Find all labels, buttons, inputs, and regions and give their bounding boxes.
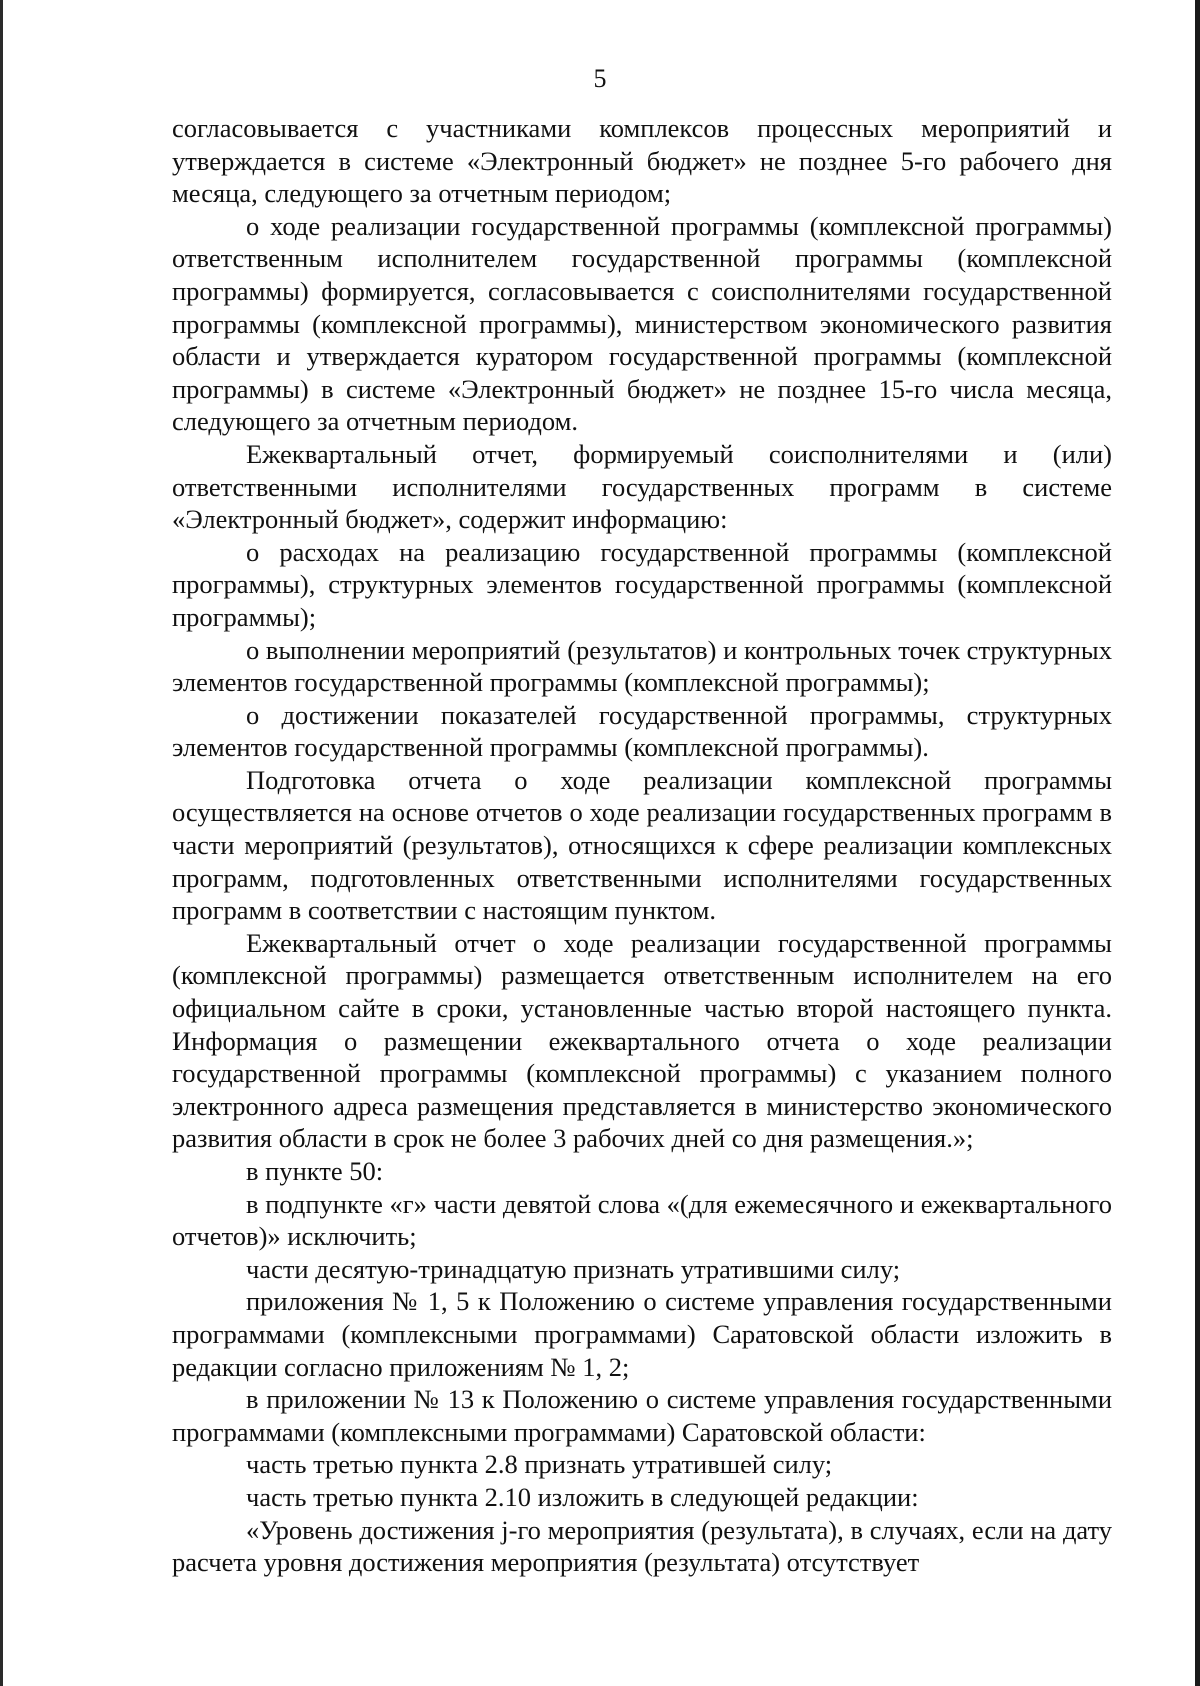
paragraph: о ходе реализации государственной программы (комплексной программы) ответственным исполнителем государственной программы (комплексной программы) формируется, согласовывается с соисполнителями государственной программы (комплексной программы), министерством экономического развития области и утверждается куратором государственной программы (комплексной программы) в системе «Электронный бюджет» не позднее 15-го числа месяца, следующего за отчетным периодом.: [172, 210, 1112, 437]
scan-edge-left: [0, 0, 3, 1686]
paragraph: о достижении показателей государственной программы, структурных элементов государственной программы (комплексной программы).: [172, 699, 1112, 763]
paragraph: Ежеквартальный отчет о ходе реализации государственной программы (комплексной программы) размещается ответственным исполнителем на его официальном сайте в сроки, установленные частью второй настоящего пункта. Информация о размещении ежеквартального отчета о ходе реализации государственной программы (комплексной программы) с указанием полного электронного адреса размещения представляется в министерство экономического развития области в срок не более 3 рабочих дней со дня размещения.»;: [172, 927, 1112, 1154]
page-number: 5: [593, 64, 607, 93]
paragraph: согласовывается с участниками комплексов процессных мероприятий и утверждается в системе «Электронный бюджет» не позднее 5-го рабочего дня месяца, следующего за отчетным периодом;: [172, 113, 1112, 209]
paragraph: «Уровень достижения j-го мероприятия (результата), в случаях, если на дату расчета уровня достижения мероприятия (результата) отсутствует: [172, 1514, 1112, 1578]
paragraph: Подготовка отчета о ходе реализации комплексной программы осуществляется на основе отчетов о ходе реализации государственных программ в части мероприятий (результатов), относящихся к сфере реализации комплексных программ, подготовленных ответственными исполнителями государственных программ в соответствии с настоящим пунктом.: [172, 764, 1112, 926]
paragraph: Ежеквартальный отчет, формируемый соисполнителями и (или) ответственными исполнителями государственных программ в системе «Электронный бюджет», содержит информацию:: [172, 438, 1112, 535]
document-body: [172, 112, 1112, 1579]
paragraph: в пункте 50:: [246, 1156, 384, 1186]
paragraph: о расходах на реализацию государственной программы (комплексной программы), структурных элементов государственной программы (комплексной программы);: [172, 536, 1112, 632]
scan-edge-right: [1195, 0, 1200, 1686]
paragraph: часть третью пункта 2.8 признать утратившей силу;: [246, 1449, 833, 1480]
paragraph: часть третью пункта 2.10 изложить в следующей редакции:: [246, 1481, 919, 1512]
paragraph: приложения № 1, 5 к Положению о системе управления государственными программами (комплексными программами) Саратовской области изложить в редакции согласно приложениям № 1, 2;: [172, 1286, 1112, 1382]
paragraph: в подпункте «г» части девятой слова «(для ежемесячного и ежеквартального отчетов)» исключить;: [172, 1188, 1112, 1252]
paragraph: в приложении № 13 к Положению о системе управления государственными программами (комплексными программами) Саратовской области:: [172, 1384, 1112, 1447]
paragraph: части десятую-тринадцатую признать утратившими силу;: [246, 1253, 901, 1284]
paragraph: о выполнении мероприятий (результатов) и контрольных точек структурных элементов государственной программы (комплексной программы);: [172, 634, 1112, 698]
